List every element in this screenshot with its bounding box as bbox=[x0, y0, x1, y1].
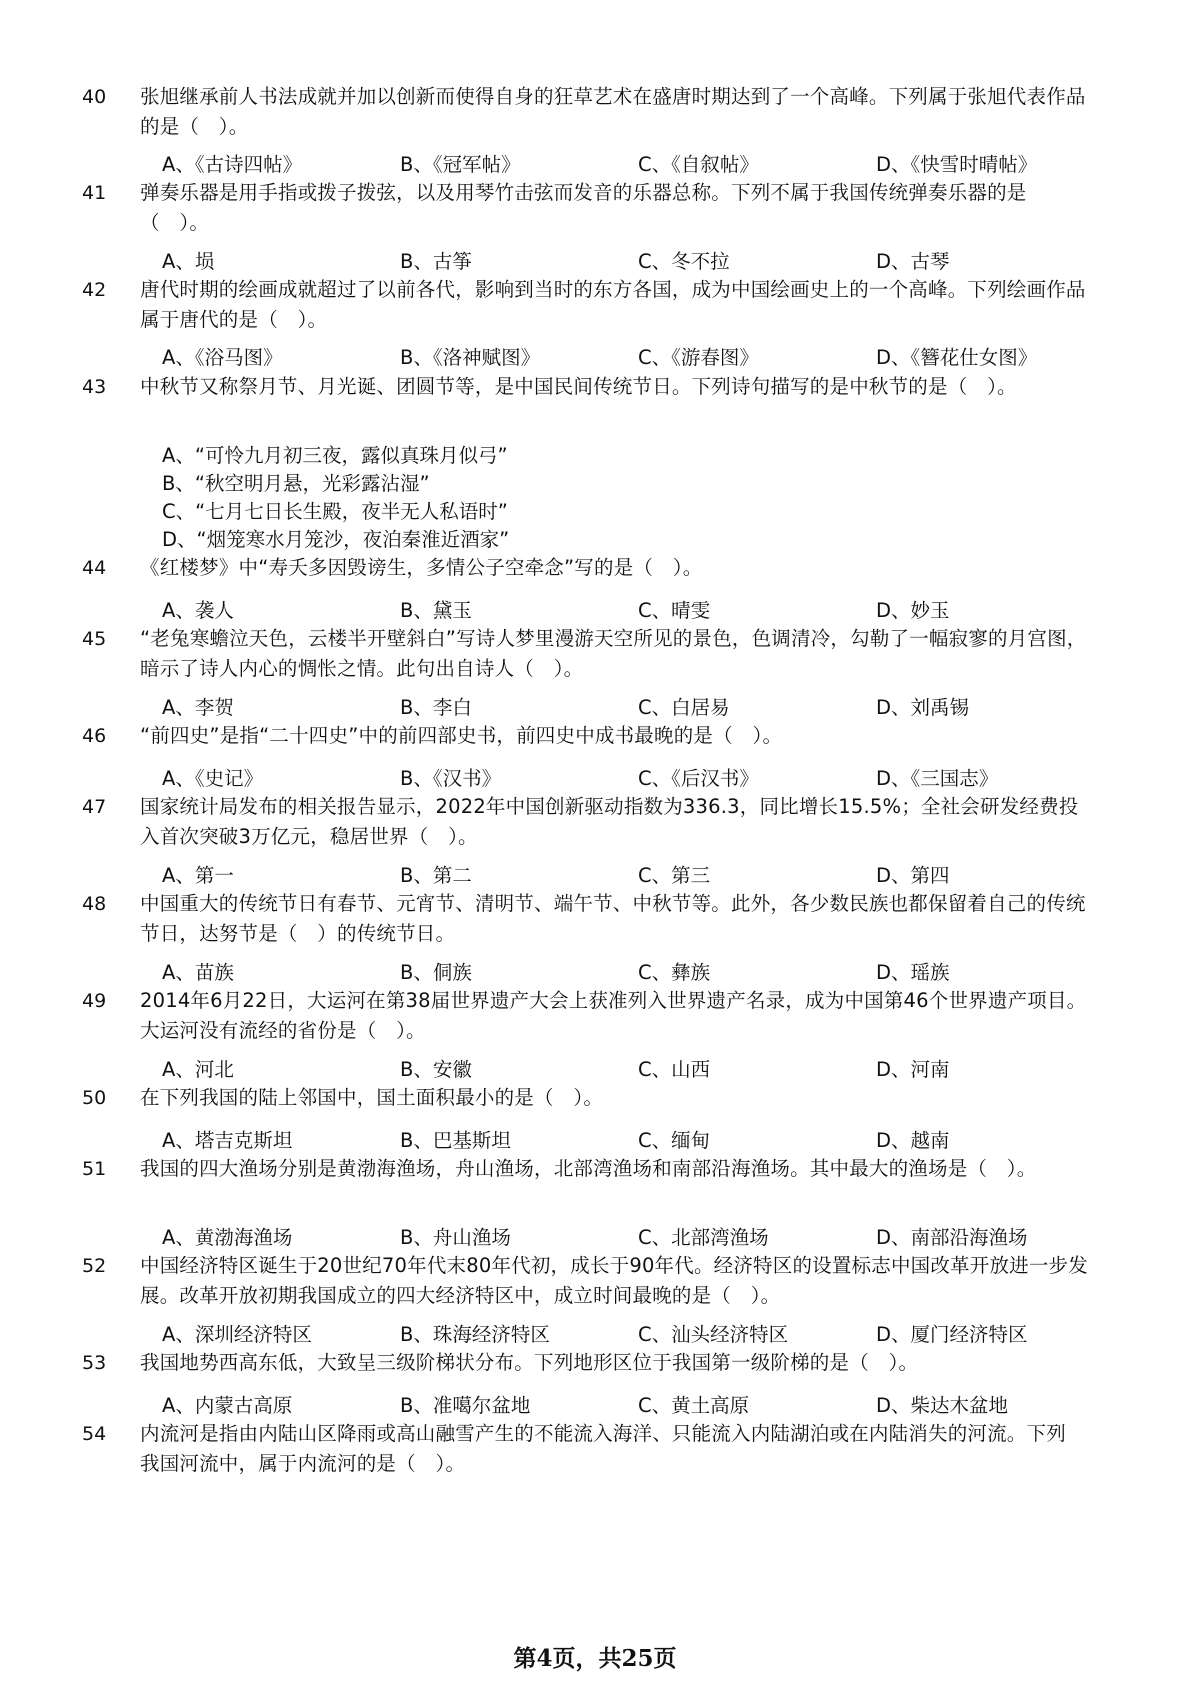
option-a: A、深圳经济特区 bbox=[162, 1323, 312, 1346]
question-number: 49 bbox=[82, 990, 107, 1012]
option-b: B、舟山渔场 bbox=[400, 1226, 511, 1249]
option-b: B、《冠军帖》 bbox=[400, 153, 521, 176]
options-53 bbox=[0, 1391, 1190, 1421]
option-a: A、李贺 bbox=[162, 696, 234, 719]
question-number: 47 bbox=[82, 796, 107, 818]
question-text: 内流河是指由内陆山区降雨或高山融雪产生的不能流入海洋、只能流入内陆湖泊或在内陆消失的河流。下列我国河流中，属于内流河的是（ ）。 bbox=[140, 1422, 1066, 1475]
option-d: D、“烟笼寒水月笼沙，夜泊秦淮近酒家” bbox=[162, 528, 510, 551]
option-a: A、苗族 bbox=[162, 961, 234, 984]
option-c: C、晴雯 bbox=[638, 599, 711, 622]
option-a: A、内蒙古高原 bbox=[162, 1394, 293, 1417]
option-a: A、《史记》 bbox=[162, 767, 264, 790]
option-c: C、黄土高原 bbox=[638, 1394, 750, 1417]
option-a: A、“可怜九月初三夜，露似真珠月似弓” bbox=[162, 444, 508, 467]
question-text: 我国地势西高东低，大致呈三级阶梯状分布。下列地形区位于我国第一级阶梯的是（ ）。 bbox=[140, 1351, 919, 1374]
option-b: B、黛玉 bbox=[400, 599, 472, 622]
option-d: D、古琴 bbox=[876, 250, 950, 273]
page-footer: 第4页，共25页 bbox=[513, 1645, 677, 1672]
question-text: “老兔寒蟾泣天色，云楼半开壁斜白”写诗人梦里漫游天空所见的景色，色调清冷，勾勒了一幅寂寥的月宫图，暗示了诗人内心的惆怅之情。此句出自诗人（ ）。 bbox=[140, 627, 1087, 680]
option-c: C、彝族 bbox=[638, 961, 711, 984]
options-40 bbox=[0, 150, 1190, 180]
option-a: A、《浴马图》 bbox=[162, 346, 283, 369]
question-text: 张旭继承前人书法成就并加以创新而使得自身的狂草艺术在盛唐时期达到了一个高峰。下列属于张旭代表作品的是（ ）。 bbox=[140, 85, 1086, 138]
question-number: 40 bbox=[82, 86, 107, 108]
option-c: C、第三 bbox=[638, 864, 711, 887]
option-b: B、侗族 bbox=[400, 961, 472, 984]
options-42 bbox=[0, 343, 1190, 373]
option-d: D、《快雪时晴帖》 bbox=[876, 153, 1038, 176]
options-51 bbox=[0, 1223, 1190, 1253]
question-number: 43 bbox=[82, 376, 107, 398]
question-text: 2014年6月22日，大运河在第38届世界遗产大会上获准列入世界遗产名录，成为中国第46个世界遗产项目。大运河没有流经的省份是（ ）。 bbox=[140, 989, 1087, 1042]
option-b: B、珠海经济特区 bbox=[400, 1323, 550, 1346]
option-d: D、刘禹锡 bbox=[876, 696, 970, 719]
option-c: C、北部湾渔场 bbox=[638, 1226, 769, 1249]
option-d: D、柴达木盆地 bbox=[876, 1394, 1009, 1417]
option-b: B、“秋空明月悬，光彩露沾湿” bbox=[162, 472, 430, 495]
question-text: 中国经济特区诞生于20世纪70年代末80年代初，成长于90年代。经济特区的设置标志中国改革开放进一步发展。改革开放初期我国成立的四大经济特区中，成立时间最晚的是（ ）。 bbox=[140, 1254, 1088, 1307]
option-c: C、《自叙帖》 bbox=[638, 153, 759, 176]
option-c: C、白居易 bbox=[638, 696, 730, 719]
options-50 bbox=[0, 1126, 1190, 1156]
option-c: C、《后汉书》 bbox=[638, 767, 759, 790]
option-b: B、第二 bbox=[400, 864, 472, 887]
options-49 bbox=[0, 1055, 1190, 1085]
option-d: D、第四 bbox=[876, 864, 950, 887]
option-b: B、《汉书》 bbox=[400, 767, 502, 790]
question-text: 我国的四大渔场分别是黄渤海渔场，舟山渔场，北部湾渔场和南部沿海渔场。其中最大的渔场是（ ）。 bbox=[140, 1157, 1037, 1180]
question-number: 48 bbox=[82, 893, 107, 915]
option-a: A、袭人 bbox=[162, 599, 234, 622]
question-text: 唐代时期的绘画成就超过了以前各代，影响到当时的东方各国，成为中国绘画史上的一个高峰。下列绘画作品属于唐代的是（ ）。 bbox=[140, 278, 1086, 331]
option-a: A、河北 bbox=[162, 1058, 234, 1081]
question-number: 46 bbox=[82, 725, 107, 747]
option-c: C、缅甸 bbox=[638, 1129, 711, 1152]
question-number: 52 bbox=[82, 1255, 107, 1277]
option-b: B、准噶尔盆地 bbox=[400, 1394, 531, 1417]
question-text: 在下列我国的陆上邻国中，国土面积最小的是（ ）。 bbox=[140, 1086, 604, 1109]
question-number: 50 bbox=[82, 1087, 107, 1109]
option-b: B、李白 bbox=[400, 696, 472, 719]
option-b: B、《洛神赋图》 bbox=[400, 346, 541, 369]
question-text: 国家统计局发布的相关报告显示，2022年中国创新驱动指数为336.3，同比增长15.5%；全社会研发经费投入首次突破3万亿元，稳居世界（ ）。 bbox=[140, 795, 1079, 848]
options-44 bbox=[0, 596, 1190, 626]
option-d: D、厦门经济特区 bbox=[876, 1323, 1028, 1346]
question-text: 中国重大的传统节日有春节、元宵节、清明节、端午节、中秋节等。此外，各少数民族也都保留着自己的传统节日，达努节是（ ）的传统节日。 bbox=[140, 892, 1086, 945]
option-d: D、《簪花仕女图》 bbox=[876, 346, 1038, 369]
option-c: C、“七月七日长生殿，夜半无人私语时” bbox=[162, 500, 508, 523]
option-d: D、越南 bbox=[876, 1129, 950, 1152]
options-45 bbox=[0, 693, 1190, 723]
question-number: 51 bbox=[82, 1158, 107, 1180]
option-d: D、妙玉 bbox=[876, 599, 950, 622]
options-46 bbox=[0, 764, 1190, 794]
question-text: 《红楼梦》中“寿夭多因毁谤生，多情公子空牵念”写的是（ ）。 bbox=[140, 556, 703, 579]
option-a: A、埙 bbox=[162, 250, 215, 273]
question-text: 中秋节又称祭月节、月光诞、团圆节等，是中国民间传统节日。下列诗句描写的是中秋节的是（ ）。 bbox=[140, 375, 1017, 398]
options-41 bbox=[0, 247, 1190, 277]
question-number: 54 bbox=[82, 1423, 107, 1445]
question-number: 44 bbox=[82, 557, 107, 579]
option-c: C、《游春图》 bbox=[638, 346, 759, 369]
question-number: 42 bbox=[82, 279, 107, 301]
option-c: C、冬不拉 bbox=[638, 250, 730, 273]
option-b: B、巴基斯坦 bbox=[400, 1129, 511, 1152]
option-a: A、塔吉克斯坦 bbox=[162, 1129, 293, 1152]
option-d: D、河南 bbox=[876, 1058, 950, 1081]
option-b: B、安徽 bbox=[400, 1058, 472, 1081]
option-a: A、《古诗四帖》 bbox=[162, 153, 303, 176]
question-text: 弹奏乐器是用手指或拨子拨弦，以及用琴竹击弦而发音的乐器总称。下列不属于我国传统弹奏乐器的是（ ）。 bbox=[140, 181, 1027, 234]
options-47 bbox=[0, 861, 1190, 891]
question-number: 53 bbox=[82, 1352, 107, 1374]
option-d: D、瑶族 bbox=[876, 961, 950, 984]
option-a: A、黄渤海渔场 bbox=[162, 1226, 293, 1249]
option-c: C、山西 bbox=[638, 1058, 711, 1081]
question-number: 45 bbox=[82, 628, 107, 650]
option-c: C、汕头经济特区 bbox=[638, 1323, 789, 1346]
option-a: A、第一 bbox=[162, 864, 234, 887]
question-text: “前四史”是指“二十四史”中的前四部史书，前四史中成书最晚的是（ ）。 bbox=[140, 724, 783, 747]
option-b: B、古筝 bbox=[400, 250, 472, 273]
options-48 bbox=[0, 958, 1190, 988]
option-d: D、《三国志》 bbox=[876, 767, 999, 790]
option-d: D、南部沿海渔场 bbox=[876, 1226, 1028, 1249]
question-number: 41 bbox=[82, 182, 107, 204]
options-52 bbox=[0, 1320, 1190, 1350]
